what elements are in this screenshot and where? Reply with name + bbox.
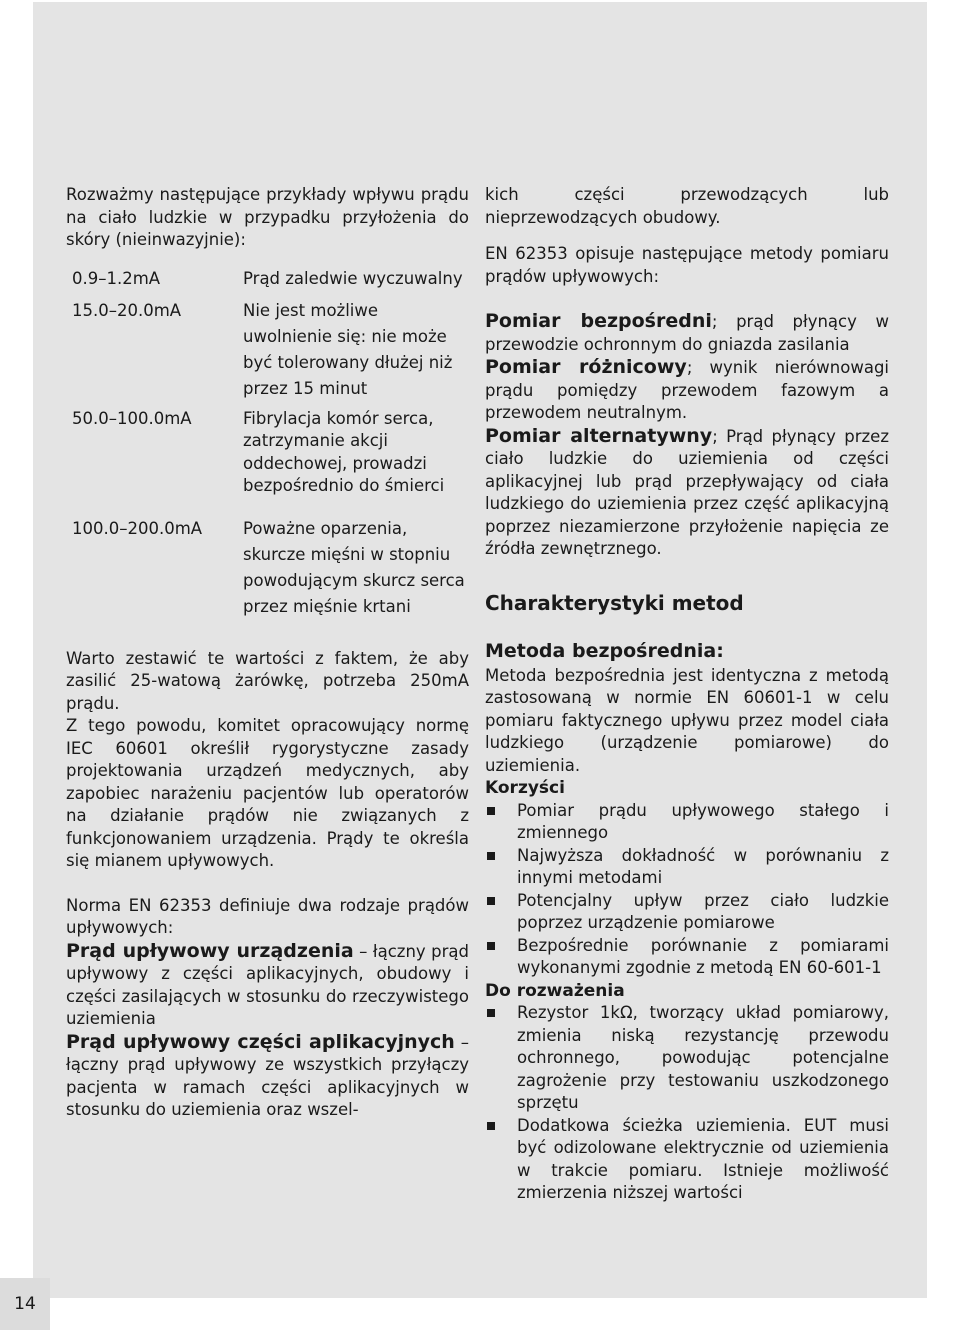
- current-range: 15.0–20.0mA: [72, 300, 182, 320]
- current-effect: Nie jest możliwe uwolnienie się: nie może być tolerowany dłużej niż przez 15 minut: [243, 300, 453, 398]
- current-effect: Fibrylacja komór serca, zatrzymanie akcji oddechowej, prowadzi bezpośrednio do śmierci: [243, 408, 445, 495]
- section-heading: Charakterystyki metod: [485, 590, 744, 615]
- table-row: [72, 298, 469, 408]
- bullet-square-icon: [487, 807, 495, 815]
- method-alternative: [485, 425, 889, 561]
- list-item: Rezystor 1kΩ, tworzący układ pomiarowy, zmienia niską rezystancję przewodu ochronnego, powodując potencjalne zagrożenie przy testowaniu uszkodzonego sprzętu: [485, 1002, 889, 1115]
- consider-list: [485, 1002, 889, 1205]
- list-item: Dodatkowa ścieżka uziemienia. EUT musi być odizolowane elektrycznie od uziemienia w trakcie pomiaru. Istnieje możliwość zmierzenia niższej wartości: [485, 1115, 889, 1205]
- list-item: Najwyższa dokładność w porównaniu z innymi metodami: [485, 845, 889, 890]
- subsection-text: Metoda bezpośrednia jest identyczna z metodą zastosowaną w normie EN 60601-1 w celu pomiaru faktycznego upływu przez model ciała ludzkiego (urządzenie pomiarowe) do uziemienia.: [485, 665, 889, 775]
- current-range: 50.0–100.0mA: [72, 408, 192, 428]
- methods-intro: EN 62353 opisuje następujące metody pomiaru prądów upływowych:: [485, 244, 889, 286]
- bullet-square-icon: [487, 1009, 495, 1017]
- subsection-heading: Metoda bezpośrednia:: [485, 639, 724, 662]
- table-row: [72, 408, 469, 516]
- definition-text: – łączny prąd upływowy z części aplikacyjnych, obudowy i części zasilających w stosunku do rzeczywistego uziemienia: [66, 941, 469, 1028]
- page-number: 14: [0, 1278, 50, 1330]
- paragraph-iec: Z tego powodu, komitet opracowujący normę IEC 60601 określił rygorystyczne zasady projektowania urządzeń medycznych, aby zapobiec narażeniu pacjentów lub operatorów na działanie prądów nie związanych z funkcjonowaniem urządzenia. Prądy te określa się mianem upływowych.: [66, 716, 469, 870]
- table-row: [72, 516, 469, 626]
- consider-heading: Do rozważenia: [485, 980, 625, 1001]
- definition-term: Prąd upływowy części aplikacyjnych: [66, 1030, 455, 1053]
- method-direct: [485, 310, 889, 356]
- current-range: 0.9–1.2mA: [72, 268, 161, 288]
- method-text: ; prąd płynący w przewodzie ochronnym do gniazda zasilania: [485, 312, 890, 354]
- list-item: Potencjalny upływ przez ciało ludzkie poprzez urządzenie pomiarowe: [485, 890, 889, 935]
- method-text: ; wynik nierównowagi prądu pomiędzy przewodem fazowym a przewodem neutralnym.: [485, 358, 890, 422]
- method-term: Pomiar różnicowy: [485, 356, 687, 378]
- current-range: 100.0–200.0mA: [72, 518, 203, 538]
- definition-term: Prąd upływowy urządzenia: [66, 939, 354, 962]
- bullet-square-icon: [487, 897, 495, 905]
- current-effect: Poważne oparzenia, skurcze mięśni w stopniu powodującym skurcz serca przez mięśnie krtani: [243, 518, 465, 616]
- bullet-square-icon: [487, 852, 495, 860]
- benefits-heading: Korzyści: [485, 778, 565, 798]
- intro-paragraph: Rozważmy następujące przykłady wpływu prądu na ciało ludzkie w przypadku przyłożenia do skóry (nieinwazyjnie):: [66, 185, 469, 249]
- method-text: ; Prąd płynący przez ciało ludzkie do uziemienia od części aplikacyjnej lub prąd przepływający od ciała ludzkiego do uziemienia przez część aplikacyjną poprzez niezamierzone przyłożenie napięcia ze źródła zewnętrznego.: [485, 426, 889, 558]
- benefits-list: [485, 800, 889, 980]
- list-item: Bezpośrednie porównanie z pomiarami wykonanymi zgodnie z metodą EN 60-601-1: [485, 935, 889, 980]
- current-effect: Prąd zaledwie wyczuwalny: [243, 268, 463, 288]
- current-effects-table: [72, 266, 469, 626]
- paragraph-norm: Norma EN 62353 definiuje dwa rodzaje prądów upływowych:: [66, 895, 469, 937]
- paragraph-bulb: Warto zestawić te wartości z faktem, że aby zasilić 25-watową żarówkę, potrzeba 250mA prądu.: [66, 648, 469, 713]
- definition-text: – łączny prąd upływowy ze wszystkich przyłączy pacjenta w ramach części aplikacyjnych w stosunku do uziemienia oraz wszel-: [66, 1032, 469, 1119]
- definition-device-leakage: [66, 940, 469, 1031]
- continued-paragraph: kich części przewodzących lub nieprzewodzących obudowy.: [485, 185, 889, 227]
- table-row: [72, 266, 469, 298]
- bullet-square-icon: [487, 1122, 495, 1130]
- right-column: [485, 184, 889, 1205]
- method-term: Pomiar bezpośredni: [485, 310, 712, 332]
- method-term: Pomiar alternatywny: [485, 424, 713, 447]
- list-item: Pomiar prądu upływowego stałego i zmiennego: [485, 800, 889, 845]
- method-differential: [485, 356, 889, 425]
- definition-applied-part-leakage: [66, 1031, 469, 1122]
- bullet-square-icon: [487, 942, 495, 950]
- left-column: [66, 184, 469, 1122]
